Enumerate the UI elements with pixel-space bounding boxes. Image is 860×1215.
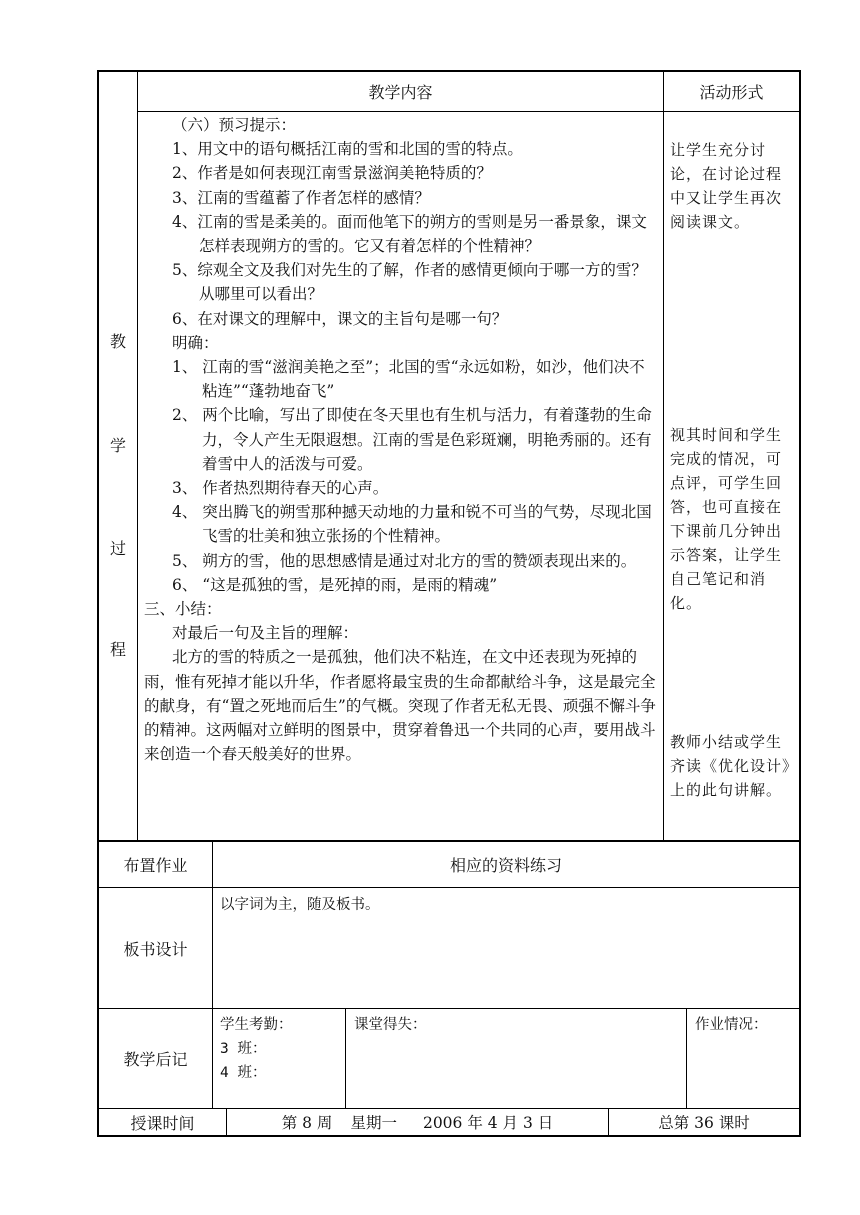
preview-title: （六）预习提示： xyxy=(172,116,297,134)
footer-total: 总第 36 课时 xyxy=(658,1114,750,1132)
process-label-char: 教 xyxy=(109,332,126,351)
process-label-char: 程 xyxy=(109,640,126,659)
activity-divider xyxy=(663,71,664,841)
answer-item: 1、 江南的雪“滋润美艳之至”；北国的雪“永远如粉，如沙，他们决不粘连”“蓬勃地奋飞” xyxy=(172,358,645,401)
homework-label: 布置作业 xyxy=(123,856,188,875)
answer-title: 明确： xyxy=(172,333,219,352)
summary-body: 北方的雪的特质之一是孤独，他们决不粘连，在文中还表现为死掉的雨，惟有死掉才能以升华，作者愿将最宝贵的生命都献给斗争，这是最完全的献身，有“置之死地而后生”的气概。突现了作者无私无畏、顽强不懈斗争的精神。这两幅对立鲜明的图景中，贯穿着鲁迅一个共同的心声，要用战斗来创造一个春天般美好的世界。 xyxy=(144,648,656,764)
afterword-divider-1 xyxy=(345,1008,346,1108)
header-content-column: 教学内容 xyxy=(368,83,433,102)
preview-item: 4、江南的雪是柔美的。面而他笔下的朔方的雪则是另一番景象，课文怎样表现朔方的雪的。它又有着怎样的个性精神？ xyxy=(172,212,647,256)
process-label-divider xyxy=(137,71,138,841)
activity-discussion: 让学生充分讨论，在讨论过程中又让学生再次阅读课文。 xyxy=(670,141,783,231)
class-gains: 课堂得失： xyxy=(354,1017,427,1033)
answer-item: 5、 朔方的雪，他的思想感情是通过对北方的雪的赞颂表现出来的。 xyxy=(172,551,637,570)
board-value: 以字词为主，随及板书。 xyxy=(220,897,380,913)
answer-item: 6、 “这是孤独的雪，是死掉的雨，是雨的精魂” xyxy=(172,575,498,594)
class-3-attendance: 3 班： xyxy=(220,1041,267,1057)
preview-item: 3、江南的雪蕴蓄了作者怎样的感情？ xyxy=(172,188,430,207)
activity-review: 视其时间和学生完成的情况，可点评，可学生回答，也可直接在下课前几分钟出示答案，让学生自己笔记和消化。 xyxy=(670,426,783,612)
summary-title: 三、小结： xyxy=(144,600,222,619)
table-border-right xyxy=(799,70,801,1137)
process-label-char: 学 xyxy=(109,436,126,455)
afterword-label: 教学后记 xyxy=(123,1050,188,1069)
header-divider xyxy=(137,111,799,112)
preview-item: 2、作者是如何表现江南雪景滋润美艳特质的？ xyxy=(172,164,492,183)
preview-item: 1、用文中的语句概括江南的雪和北国的雪的特点。 xyxy=(172,140,523,159)
footer-week: 第 8 周 xyxy=(281,1114,333,1132)
footer-day: 星期一 xyxy=(350,1114,397,1132)
preview-item: 5、综观全文及我们对先生的了解，作者的感情更倾向于哪一方的雪？从哪里可以看出？ xyxy=(172,261,647,304)
header-activity-column: 活动形式 xyxy=(699,83,764,102)
footer-date: 2006 年 4 月 3 日 xyxy=(422,1114,554,1132)
board-label: 板书设计 xyxy=(123,939,188,959)
activity-summary: 教师小结或学生齐读《优化设计》上的此句讲解。 xyxy=(670,733,791,799)
summary-subtitle: 对最后一句及主旨的理解： xyxy=(172,624,359,643)
preview-item: 6、在对课文的理解中，课文的主旨句是哪一句？ xyxy=(172,309,508,328)
homework-value: 相应的资料练习 xyxy=(449,856,562,875)
homework-status: 作业情况： xyxy=(695,1017,768,1033)
answer-item: 2、 两个比喻，写出了即使在冬天里也有生机与活力，有着蓬勃的生命力，令人产生无限遐想。江南的雪是色彩斑斓，明艳秀丽的。还有着雪中人的活泼与可爱。 xyxy=(172,406,652,473)
answer-item: 4、 突出腾飞的朔雪那种撼天动地的力量和锐不可当的气势，尽现北国飞雪的壮美和独立张扬的个性精神。 xyxy=(172,503,652,546)
footer-date-cell xyxy=(227,1109,608,1135)
lesson-content xyxy=(144,113,660,766)
class-4-attendance: 4 班： xyxy=(220,1065,267,1081)
attendance-block xyxy=(220,1013,342,1085)
attendance-title: 学生考勤： xyxy=(220,1017,293,1033)
process-label-char: 过 xyxy=(109,539,126,558)
answer-item: 3、 作者热烈期待春天的心声。 xyxy=(172,479,389,498)
afterword-divider-2 xyxy=(686,1008,687,1108)
table-border-bottom xyxy=(97,1135,801,1137)
footer-label: 授课时间 xyxy=(130,1113,195,1133)
